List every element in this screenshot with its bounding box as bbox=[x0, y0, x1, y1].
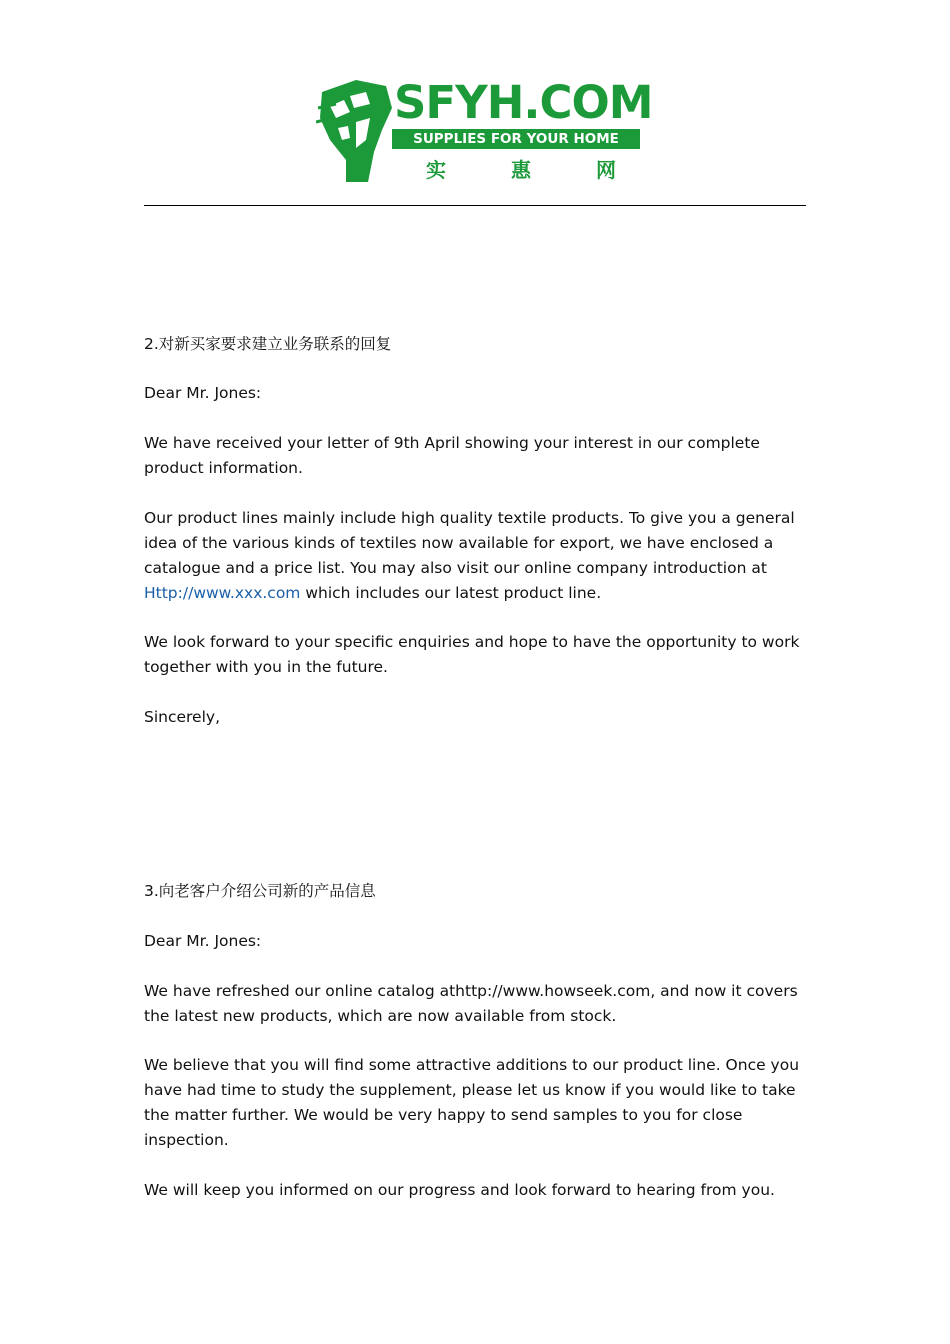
letter3-heading bbox=[144, 879, 814, 904]
logo-cn-char-2: 惠 bbox=[511, 158, 531, 182]
sfyh-logo bbox=[316, 76, 653, 186]
letter2-paragraph-2-end: which includes our latest product line. bbox=[300, 584, 602, 602]
letter2-paragraph-1: We have received your letter of 9th April showing your interest in our complete product information. bbox=[144, 434, 760, 477]
fist-icon bbox=[316, 78, 398, 186]
letter2-paragraph-3: We look forward to your specific enquiries and hope to have the opportunity to work together with you in the future. bbox=[144, 633, 800, 676]
letter3-heading-number: 3. bbox=[144, 882, 159, 900]
letter3-paragraph-2: We believe that you will find some attractive additions to our product line. Once you have had time to study the supplement, please let us know if you would like to take the matter further. We would be very happy to send samples to you for close inspection. bbox=[144, 1056, 800, 1149]
letter2-closing: Sincerely, bbox=[144, 708, 221, 726]
logo-tagline: SUPPLIES FOR YOUR HOME bbox=[392, 129, 640, 149]
letter2-heading-title: 对新买家要求建立业务联系的回复 bbox=[158, 335, 392, 353]
logo-cn-char-3: 网 bbox=[596, 158, 616, 182]
letter3-paragraph-3: We will keep you informed on our progress and look forward to hearing from you. bbox=[144, 1181, 775, 1199]
letter3-heading-title: 向老客户介绍公司新的产品信息 bbox=[158, 882, 376, 900]
letter2-paragraph-2-start: Our product lines mainly include high quality textile products. To give you a general idea of the various kinds of textiles now available for export, we have enclosed a catalogue and a price list. You may also visit our online company introduction at bbox=[144, 509, 795, 577]
company-website-link[interactable]: Http://www.xxx.com bbox=[144, 584, 301, 602]
letter3-salutation: Dear Mr. Jones: bbox=[144, 932, 262, 950]
logo-chinese-name bbox=[426, 154, 616, 183]
letter3-paragraph-1: We have refreshed our online catalog athttp://www.howseek.com, and now it covers the latest new products, which are now available from stock. bbox=[144, 982, 798, 1025]
letter2-heading-number: 2. bbox=[144, 335, 159, 353]
logo-brand-text: SFYH.COM bbox=[394, 76, 653, 129]
letter2-heading bbox=[144, 332, 814, 357]
letter2-salutation: Dear Mr. Jones: bbox=[144, 384, 262, 402]
letter2-paragraph-2 bbox=[144, 506, 814, 606]
logo-cn-char-1: 实 bbox=[426, 158, 446, 182]
header-divider bbox=[144, 205, 806, 206]
